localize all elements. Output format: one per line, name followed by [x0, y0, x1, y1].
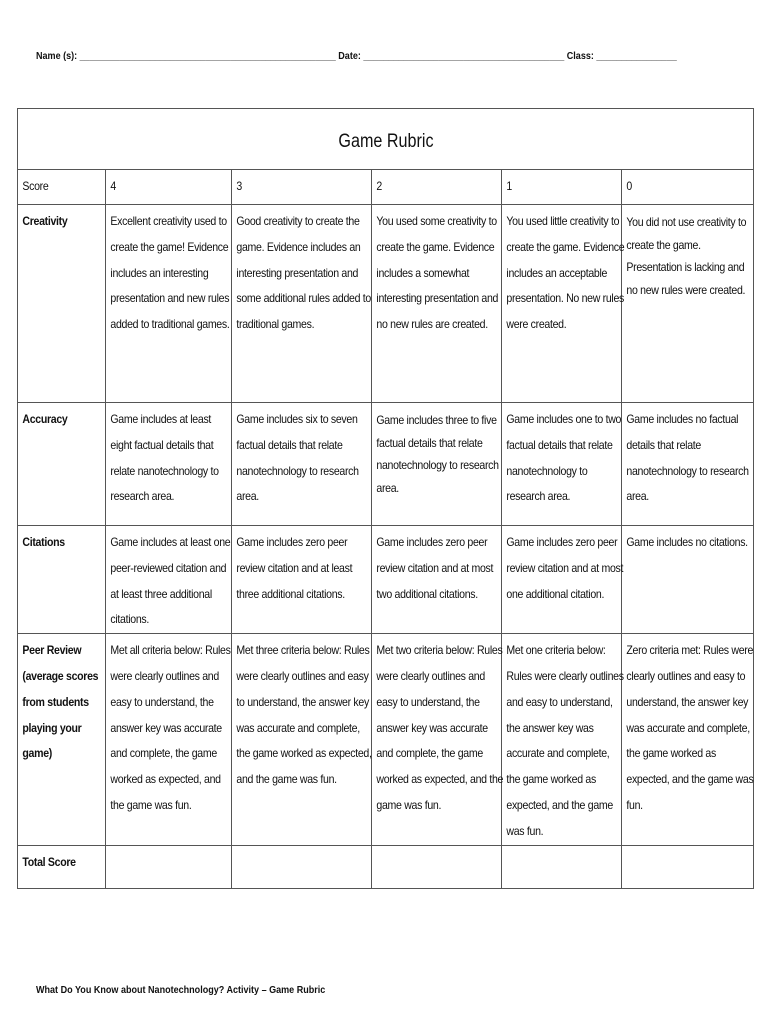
score-value-3: 3: [236, 179, 242, 193]
peer-review-desc-0: Zero criteria met: Rules were clearly outlines and easy to understand, the answer key was accurate and complete, the game worked as expected, and the game was fun.: [626, 643, 754, 812]
accuracy-desc-3: Game includes six to seven factual details that relate nanotechnology to research area.: [236, 412, 359, 504]
rubric-cell: [106, 205, 232, 403]
criterion-cell: [18, 526, 106, 634]
citations-desc-0: Game includes no citations.: [626, 535, 748, 549]
creativity-desc-4: Excellent creativity used to create the game! Evidence includes an interesting presentation and new rules added to traditional games.: [110, 214, 230, 332]
creativity-desc-3: Good creativity to create the game. Evidence includes an interesting presentation and some additional rules added to traditional games.: [236, 214, 371, 332]
criterion-label-peer-review: Peer Review (average scores from students playing your game): [22, 643, 99, 761]
citations-desc-3: Game includes zero peer review citation and at least three additional citations.: [236, 535, 353, 601]
rubric-title: Game Rubric: [337, 131, 434, 152]
rubric-cell: [502, 634, 622, 845]
rubric-cell: [232, 205, 372, 403]
rubric-cell: [502, 205, 625, 403]
score-cell: [622, 170, 754, 205]
creativity-desc-2: You used some creativity to create the game. Evidence includes a somewhat interesting presentation and no new rules are created.: [376, 214, 499, 332]
rubric-cell: [502, 403, 622, 526]
rubric-cell: [622, 205, 754, 403]
criterion-cell: [18, 634, 106, 845]
score-cell: [106, 170, 232, 205]
peer-review-desc-4: Met all criteria below: Rules were clearly outlines and easy to understand, the answer key was accurate and complete, the game worked as expected, and the game was fun.: [110, 643, 231, 812]
page-footer: What Do You Know about Nanotechnology? Activity – Game Rubric: [36, 984, 326, 996]
total-score-cell[interactable]: [106, 845, 232, 888]
accuracy-desc-4: Game includes at least eight factual details that relate nanotechnology to research area.: [110, 412, 219, 504]
criterion-cell: [18, 845, 106, 888]
score-cell: [502, 170, 622, 205]
total-score-row: [18, 845, 754, 888]
rubric-cell: [106, 526, 232, 634]
rubric-cell: [372, 403, 502, 526]
criterion-label-citations: Citations: [22, 535, 65, 549]
citations-desc-4: Game includes at least one peer-reviewed citation and at least three additional citations.: [110, 535, 231, 627]
rubric-cell: [106, 634, 232, 845]
creativity-desc-0: You did not use creativity to create the game. Presentation is lacking and no new rules were created.: [626, 215, 747, 297]
criterion-cell: [18, 205, 106, 403]
rubric-cell: [622, 634, 754, 845]
score-row: [18, 170, 754, 205]
score-label: Score: [22, 179, 49, 193]
score-cell: [232, 170, 372, 205]
name-date-class-line: Name (s): ___________________________________________________ Date: ________________________________________ Class: ________________: [36, 50, 677, 62]
accuracy-desc-2: Game includes three to five factual details that relate nanotechnology to research area.: [376, 413, 499, 495]
score-value-0: 0: [626, 179, 632, 193]
rubric-cell: [622, 403, 754, 526]
creativity-desc-1: You used little creativity to create the game. Evidence includes an acceptable presentation. No new rules were created.: [506, 214, 625, 332]
total-score-cell[interactable]: [232, 845, 372, 888]
score-value-2: 2: [376, 179, 382, 193]
rubric-cell: [622, 526, 754, 634]
citations-desc-2: Game includes zero peer review citation and at most two additional citations.: [376, 535, 494, 601]
peer-review-desc-2: Met two criteria below: Rules were clearly outlines and easy to understand, the answer key was accurate and complete, the game worked as expected, and the game was fun.: [376, 643, 504, 812]
score-label-cell: [18, 170, 106, 205]
score-value-1: 1: [506, 179, 512, 193]
rubric-cell: [232, 526, 372, 634]
score-value-4: 4: [110, 179, 116, 193]
criterion-label-accuracy: Accuracy: [22, 412, 68, 426]
accuracy-row: [18, 403, 754, 526]
total-score-cell[interactable]: [502, 845, 622, 888]
rubric-cell: [232, 634, 372, 845]
total-score-cell[interactable]: [622, 845, 754, 888]
rubric-cell: [232, 403, 372, 526]
accuracy-desc-1: Game includes one to two factual details that relate nanotechnology to research area.: [506, 412, 622, 504]
peer-review-desc-1: Met one criteria below: Rules were clearly outlines and easy to understand, the answer key was accurate and complete, the game worked as expected, and the game was fun.: [506, 643, 624, 838]
rubric-cell: [106, 403, 232, 526]
rubric-cell: [372, 634, 502, 845]
score-cell: [372, 170, 502, 205]
total-score-cell[interactable]: [372, 845, 502, 888]
criterion-label-creativity: Creativity: [22, 214, 68, 228]
rubric-cell: [372, 205, 502, 403]
accuracy-desc-0: Game includes no factual details that relate nanotechnology to research area.: [626, 412, 749, 504]
citations-row: [18, 526, 754, 634]
peer-review-desc-3: Met three criteria below: Rules were clearly outlines and easy to understand, the answer key was accurate and complete, the game worked as expected, and the game was fun.: [236, 643, 372, 787]
peer-review-row: [18, 634, 754, 845]
criterion-cell: [18, 403, 106, 526]
total-score-label: Total Score: [22, 854, 76, 869]
rubric-cell: [372, 526, 502, 634]
creativity-row: [18, 205, 754, 403]
rubric-cell: [502, 526, 622, 634]
citations-desc-1: Game includes zero peer review citation and at most one additional citation.: [506, 535, 624, 601]
rubric-title-cell: [18, 109, 754, 170]
game-rubric-table: [17, 108, 754, 889]
